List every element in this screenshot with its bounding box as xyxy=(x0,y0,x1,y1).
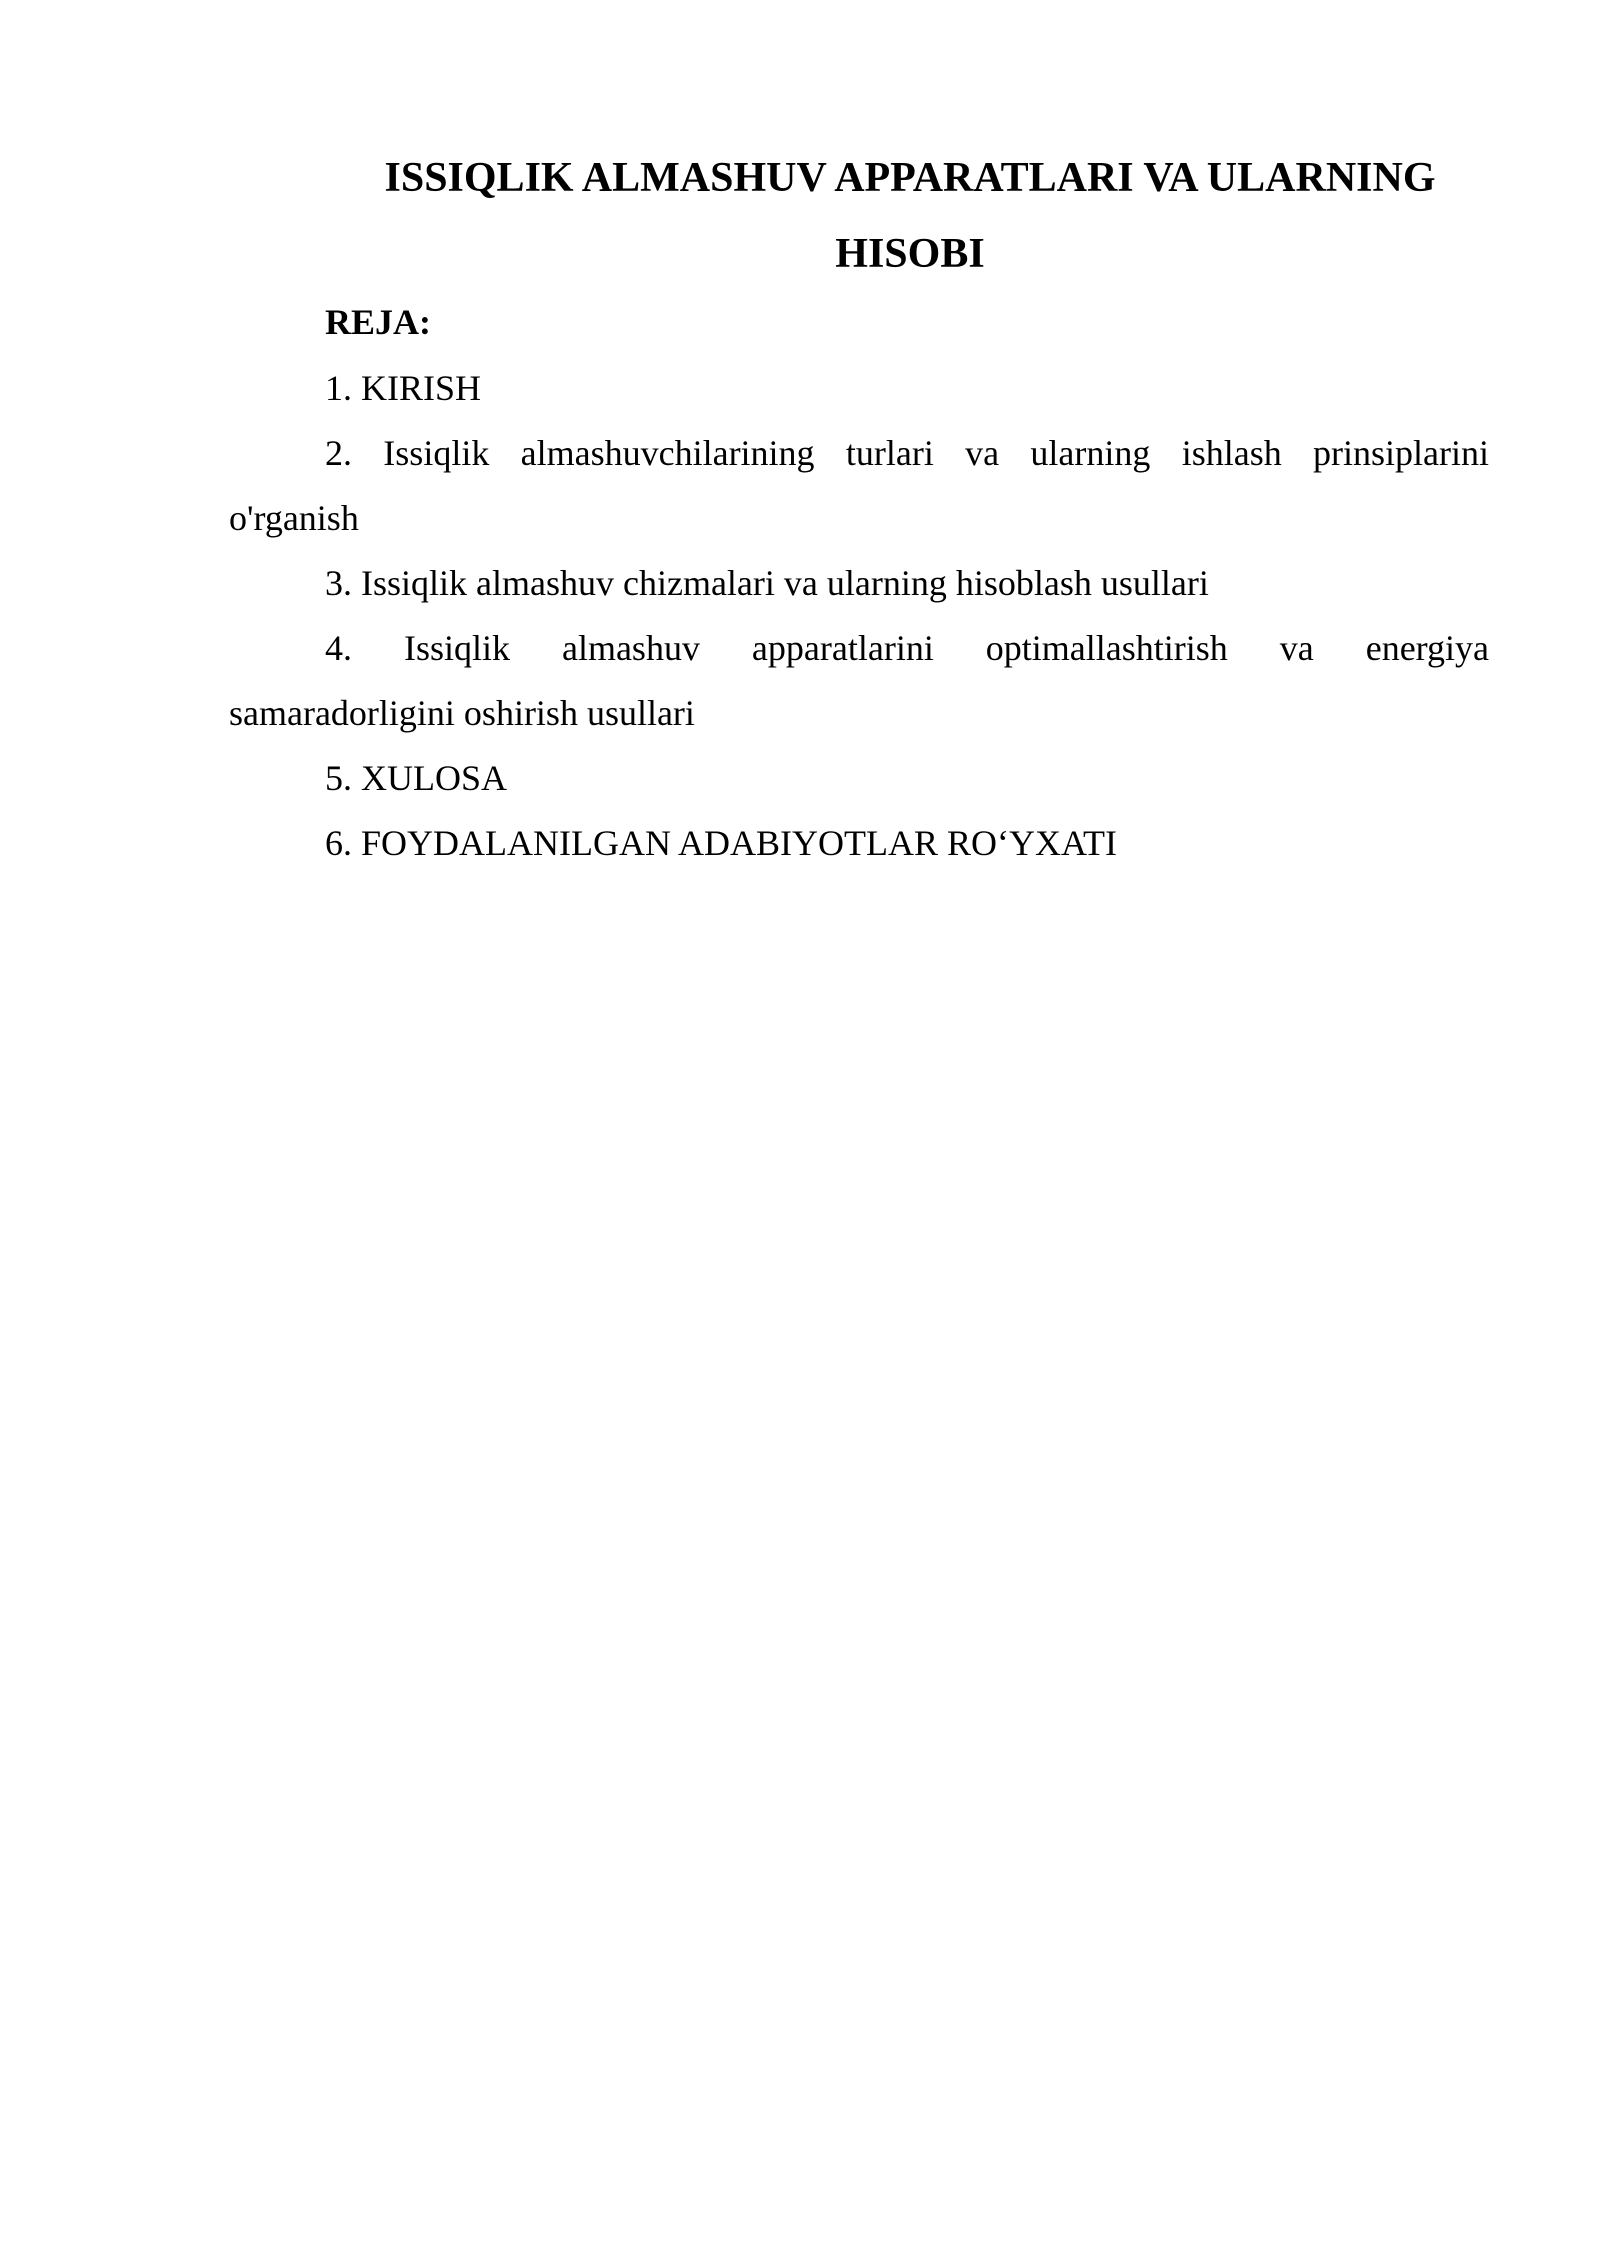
plan-item-2-continuation: o'rganish xyxy=(229,498,359,538)
document-title-line-1: ISSIQLIK ALMASHUV APPARATLARI VA ULARNING xyxy=(384,155,1436,201)
plan-item-4-continuation: samaradorligini oshirish usullari xyxy=(229,693,695,733)
plan-item-2: 2. Issiqlik almashuvchilarining turlari va ularning ishlash prinsiplarini xyxy=(325,433,1489,473)
plan-item-6: 6. FOYDALANILGAN ADABIYOTLAR RO‘YXATI xyxy=(325,823,1117,863)
plan-item-5: 5. XULOSA xyxy=(325,758,508,798)
plan-item-3: 3. Issiqlik almashuv chizmalari va ularning hisoblash usullari xyxy=(325,563,1209,603)
document-title-line-2: HISOBI xyxy=(835,231,985,277)
plan-item-4: 4. Issiqlik almashuv apparatlarini optimallashtirish va energiya xyxy=(325,628,1489,668)
plan-item-1: 1. KIRISH xyxy=(325,368,482,408)
plan-heading: REJA: xyxy=(325,302,431,342)
